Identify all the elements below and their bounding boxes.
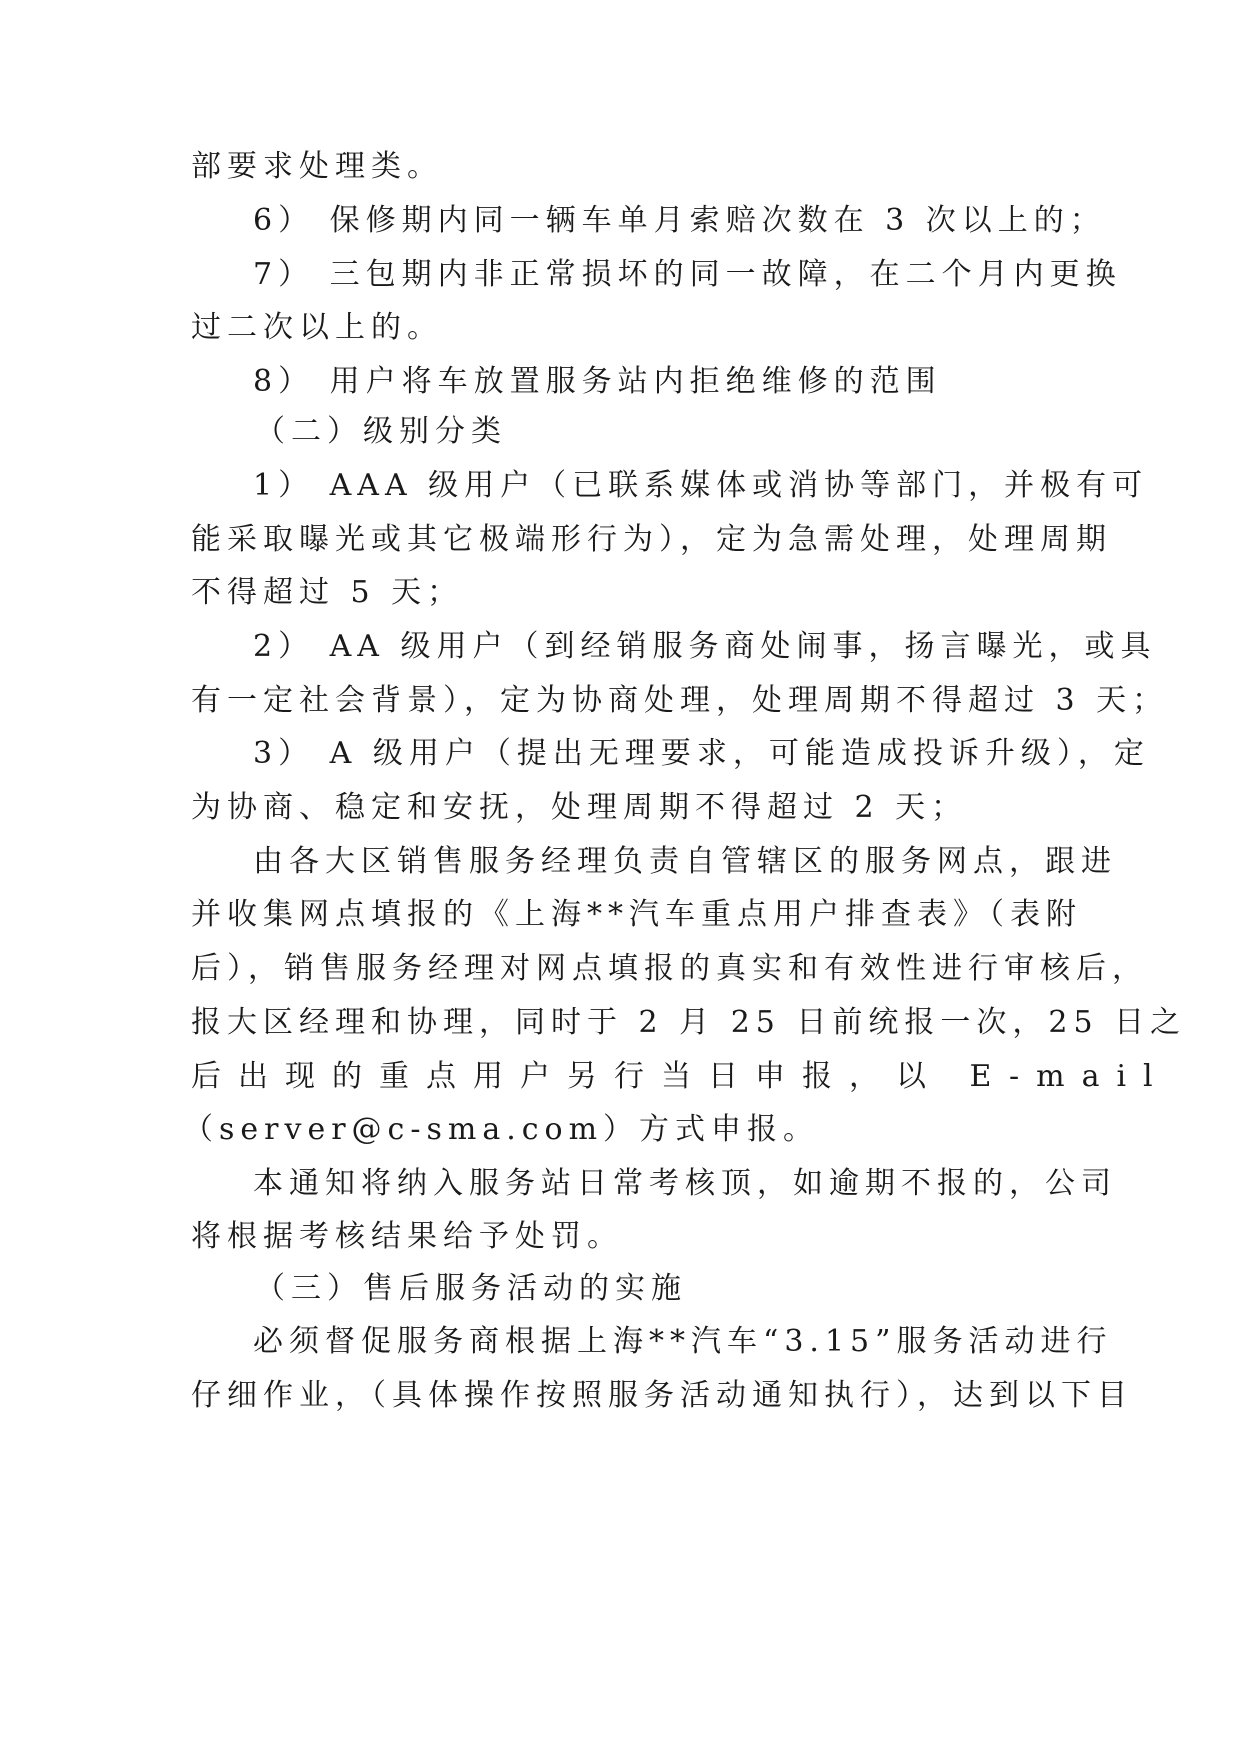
text-line: 能采取曝光或其它极端形行为），定为急需处理，处理周期 bbox=[191, 522, 1112, 557]
text-line-justified: 后出现的重点用户另行当日申报，以 E-mail bbox=[191, 1059, 1170, 1094]
text-line: 后），销售服务经理对网点填报的真实和有效性进行审核后， bbox=[191, 951, 1148, 986]
text-line: 有一定社会背景），定为协商处理，处理周期不得超过 3 天； bbox=[191, 683, 1169, 718]
list-item-2: 2） AA 级用户（到经销服务商处闹事，扬言曝光，或具 bbox=[253, 629, 1157, 664]
text-line: 不得超过 5 天； bbox=[191, 575, 464, 610]
list-item-7: 7） 三包期内非正常损坏的同一故障，在二个月内更换 bbox=[253, 257, 1122, 292]
list-item-3: 3） A 级用户（提出无理要求，可能造成投诉升级），定 bbox=[253, 736, 1150, 771]
text-line: 仔细作业，（具体操作按照服务活动通知执行），达到以下目 bbox=[191, 1378, 1133, 1413]
paragraph-start: 必须督促服务商根据上海**汽车“3.15”服务活动进行 bbox=[253, 1324, 1113, 1359]
text-line: 报大区经理和协理，同时于 2 月 25 日前统报一次，25 日之 bbox=[191, 1005, 1187, 1040]
paragraph-start: 由各大区销售服务经理负责自管辖区的服务网点，跟进 bbox=[253, 844, 1117, 879]
paragraph-start: 本通知将纳入服务站日常考核顶，如逾期不报的，公司 bbox=[253, 1166, 1117, 1201]
list-item-6: 6） 保修期内同一辆车单月索赔次数在 3 次以上的； bbox=[253, 203, 1106, 238]
section-heading-3: （三）售后服务活动的实施 bbox=[255, 1271, 687, 1306]
text-line: 将根据考核结果给予处罚。 bbox=[191, 1219, 623, 1254]
text-line: 并收集网点填报的《上海**汽车重点用户排查表》（表附 bbox=[191, 897, 1082, 932]
text-line: 过二次以上的。 bbox=[191, 310, 443, 345]
list-item-8: 8） 用户将车放置服务站内拒绝维修的范围 bbox=[253, 364, 942, 399]
text-line: 部要求处理类。 bbox=[191, 149, 443, 184]
text-line: 为协商、稳定和安抚，处理周期不得超过 2 天； bbox=[191, 790, 968, 825]
section-heading-2: （二）级别分类 bbox=[255, 414, 507, 449]
text-line: （server@c-sma.com）方式申报。 bbox=[183, 1112, 820, 1147]
list-item-1: 1） AAA 级用户（已联系媒体或消协等部门，并极有可 bbox=[253, 468, 1149, 503]
